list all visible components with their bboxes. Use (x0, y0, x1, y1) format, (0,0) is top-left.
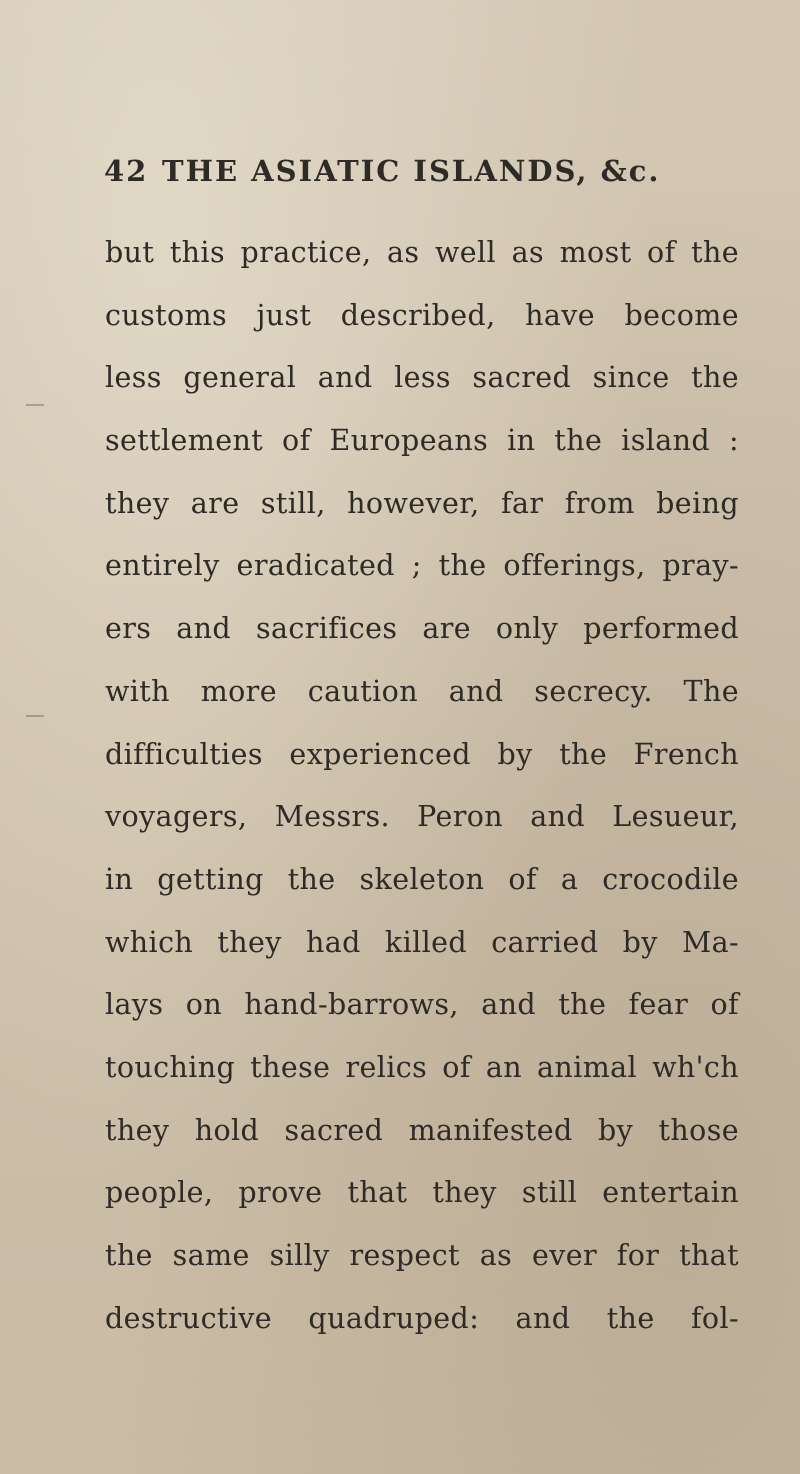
text-line: lays on hand-barrows, and the fear of (105, 988, 739, 1022)
running-title: THE ASIATIC ISLANDS, &c. (162, 154, 661, 188)
text-line: touching these relics of an animal wh'ch (105, 1050, 739, 1084)
text-line: voyagers, Messrs. Peron and Lesueur, (105, 800, 739, 834)
text-line: but this practice, as well as most of the (105, 236, 739, 269)
text-line: difficulties experienced by the French (105, 737, 739, 771)
text-line: destructive quadruped: and the fol- (105, 1301, 739, 1335)
text-line: settlement of Europeans in the island : (105, 424, 739, 458)
text-line: in getting the skeleton of a crocodile (105, 862, 739, 896)
body-text (105, 222, 739, 1350)
text-line: ers and sacrifices are only performed (105, 612, 739, 646)
page-header (104, 154, 744, 198)
text-line: with more caution and secrecy. The (105, 674, 739, 708)
margin-mark (26, 715, 44, 717)
text-line: the same silly respect as ever for that (105, 1239, 739, 1272)
text-line: less general and less sacred since the (105, 361, 739, 395)
text-line: entirely eradicated ; the offerings, pray- (105, 549, 739, 583)
text-line: they are still, however, far from being (105, 486, 739, 520)
margin-mark (26, 404, 44, 406)
text-line: customs just described, have become (105, 298, 739, 332)
text-line: people, prove that they still entertain (105, 1176, 739, 1210)
text-line: they hold sacred manifested by those (105, 1113, 739, 1147)
page-number: 42 (104, 154, 149, 188)
text-line: which they had killed carried by Ma- (105, 925, 739, 959)
